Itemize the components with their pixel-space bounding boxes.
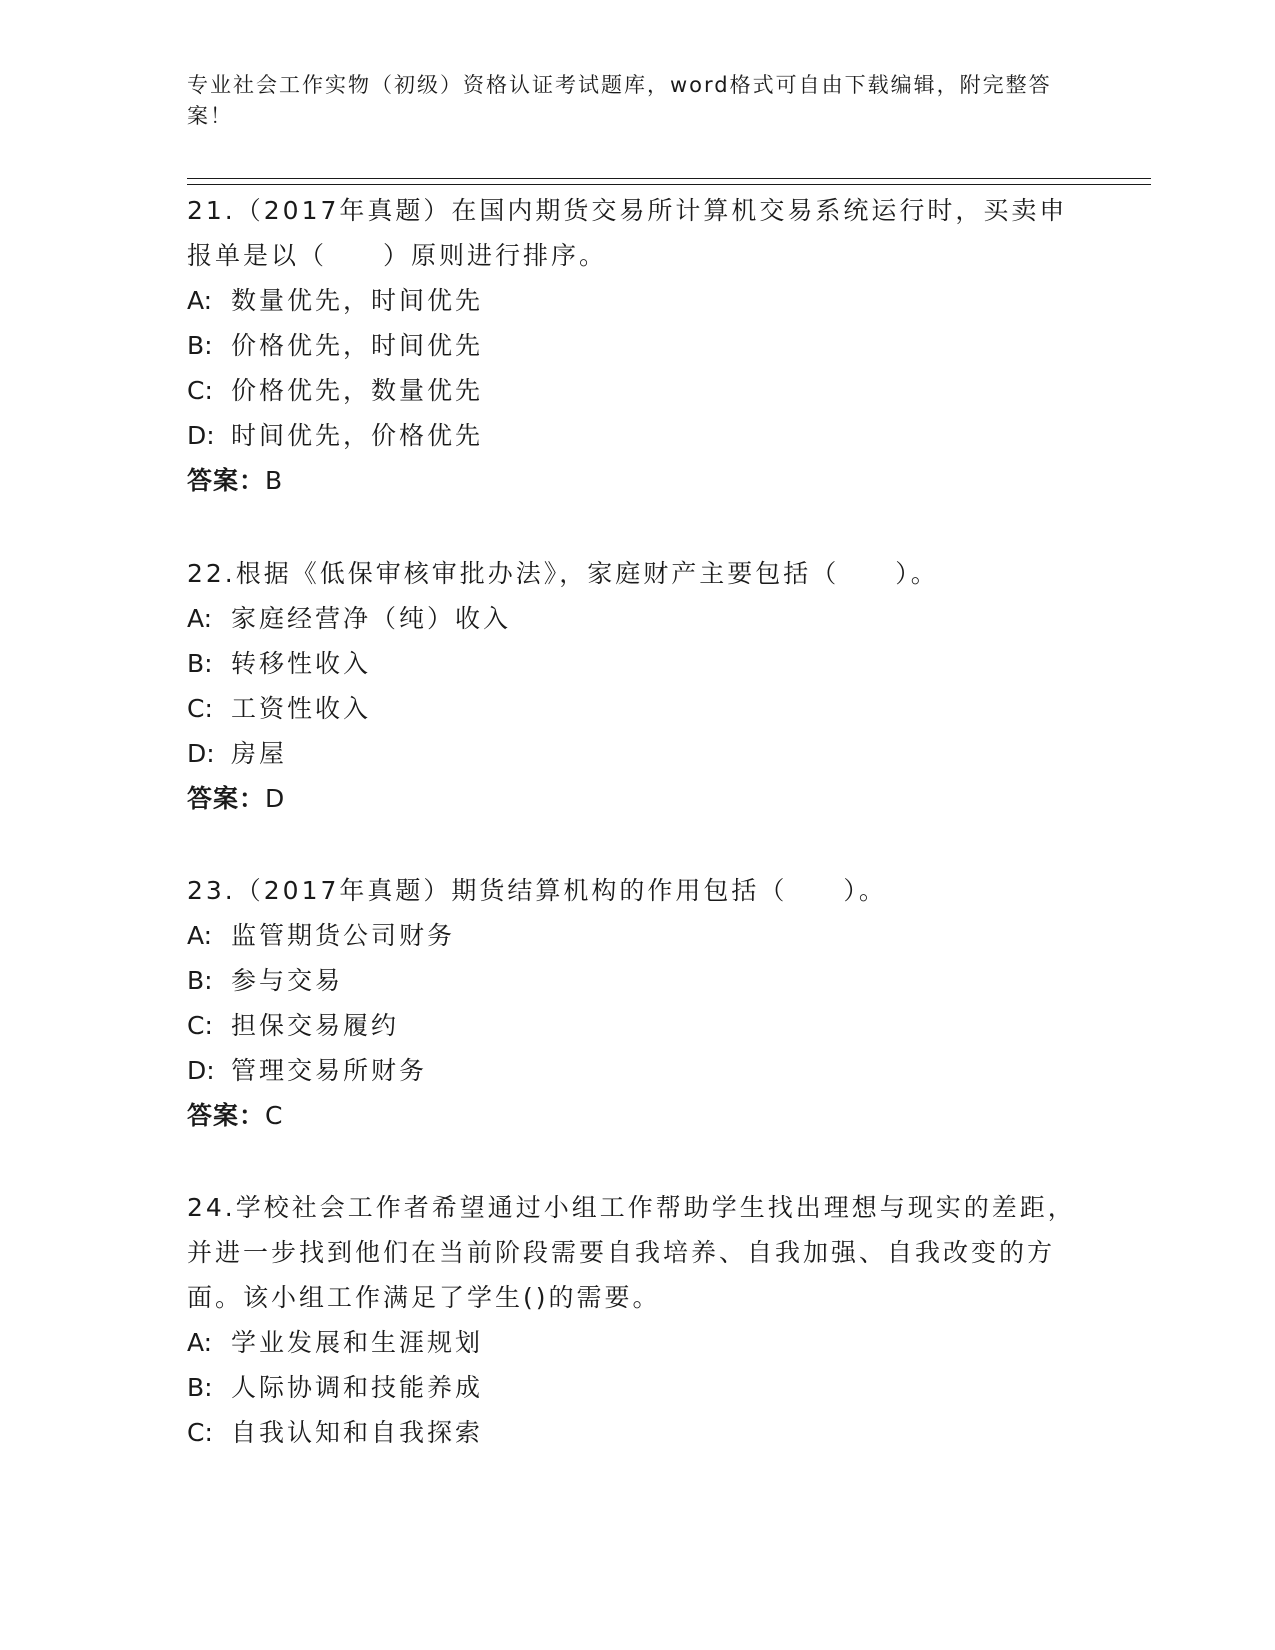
question-stem: 22.根据《低保审核审批办法》，家庭财产主要包括（ ）。 — [187, 559, 939, 588]
option-text: 管理交易所财务 — [231, 1056, 428, 1085]
option-text: 担保交易履约 — [231, 1011, 400, 1040]
option-letter: B: — [187, 649, 213, 678]
answer-value: C — [265, 1101, 284, 1130]
option-letter: D: — [187, 739, 215, 768]
option-d — [187, 1048, 1087, 1093]
option-a — [187, 278, 1087, 323]
answer-label: 答案： — [187, 1101, 266, 1130]
option-text: 参与交易 — [231, 966, 344, 995]
option-text: 转移性收入 — [231, 649, 372, 678]
option-c — [187, 1003, 1087, 1048]
answer-label: 答案： — [187, 466, 266, 495]
option-a — [187, 913, 1087, 958]
option-text: 监管期货公司财务 — [231, 921, 456, 950]
option-letter: C: — [187, 376, 213, 405]
option-letter: D: — [187, 1056, 215, 1085]
option-letter: B: — [187, 331, 213, 360]
option-letter: C: — [187, 1418, 213, 1447]
option-text: 数量优先，时间优先 — [231, 286, 484, 315]
option-c — [187, 686, 1087, 731]
question-21 — [187, 188, 1087, 503]
question-22 — [187, 551, 1087, 821]
option-c — [187, 368, 1087, 413]
option-d — [187, 413, 1087, 458]
header-divider-bottom — [187, 184, 1151, 185]
question-stem: 21.（2017年真题）在国内期货交易所计算机交易系统运行时，买卖申报单是以（ ）原则进行排序。 — [187, 196, 1068, 270]
option-a — [187, 596, 1087, 641]
option-text: 家庭经营净（纯）收入 — [231, 604, 512, 633]
option-letter: A: — [187, 286, 213, 315]
header-divider-top — [187, 178, 1151, 179]
option-letter: B: — [187, 966, 213, 995]
option-letter: C: — [187, 694, 213, 723]
option-text: 工资性收入 — [231, 694, 372, 723]
document-header-note: 专业社会工作实物（初级）资格认证考试题库，word格式可自由下载编辑，附完整答案！ — [187, 73, 1052, 128]
option-b — [187, 323, 1087, 368]
option-c — [187, 1410, 1087, 1455]
option-letter: B: — [187, 1373, 213, 1402]
option-text: 时间优先，价格优先 — [231, 421, 484, 450]
option-b — [187, 641, 1087, 686]
option-d — [187, 731, 1087, 776]
option-letter: C: — [187, 1011, 213, 1040]
option-text: 价格优先，数量优先 — [231, 376, 484, 405]
answer-value: D — [265, 784, 286, 813]
answer-line — [187, 458, 1087, 503]
answer-label: 答案： — [187, 784, 266, 813]
option-text: 人际协调和技能养成 — [231, 1373, 484, 1402]
option-text: 房屋 — [231, 739, 288, 768]
option-letter: A: — [187, 604, 213, 633]
option-b — [187, 1365, 1087, 1410]
option-text: 自我认知和自我探索 — [231, 1418, 484, 1447]
option-text: 学业发展和生涯规划 — [231, 1328, 484, 1357]
option-text: 价格优先，时间优先 — [231, 331, 484, 360]
option-a — [187, 1320, 1087, 1365]
answer-line — [187, 1093, 1087, 1138]
option-letter: A: — [187, 921, 213, 950]
question-24 — [187, 1185, 1087, 1455]
option-letter: D: — [187, 421, 215, 450]
option-b — [187, 958, 1087, 1003]
question-23 — [187, 868, 1087, 1138]
question-stem: 23.（2017年真题）期货结算机构的作用包括（ ）。 — [187, 876, 887, 905]
answer-value: B — [265, 466, 284, 495]
answer-line — [187, 776, 1087, 821]
question-stem: 24.学校社会工作者希望通过小组工作帮助学生找出理想与现实的差距，并进一步找到他们在当前阶段需要自我培养、自我加强、自我改变的方面。该小组工作满足了学生()的需要。 — [187, 1193, 1076, 1312]
option-letter: A: — [187, 1328, 213, 1357]
